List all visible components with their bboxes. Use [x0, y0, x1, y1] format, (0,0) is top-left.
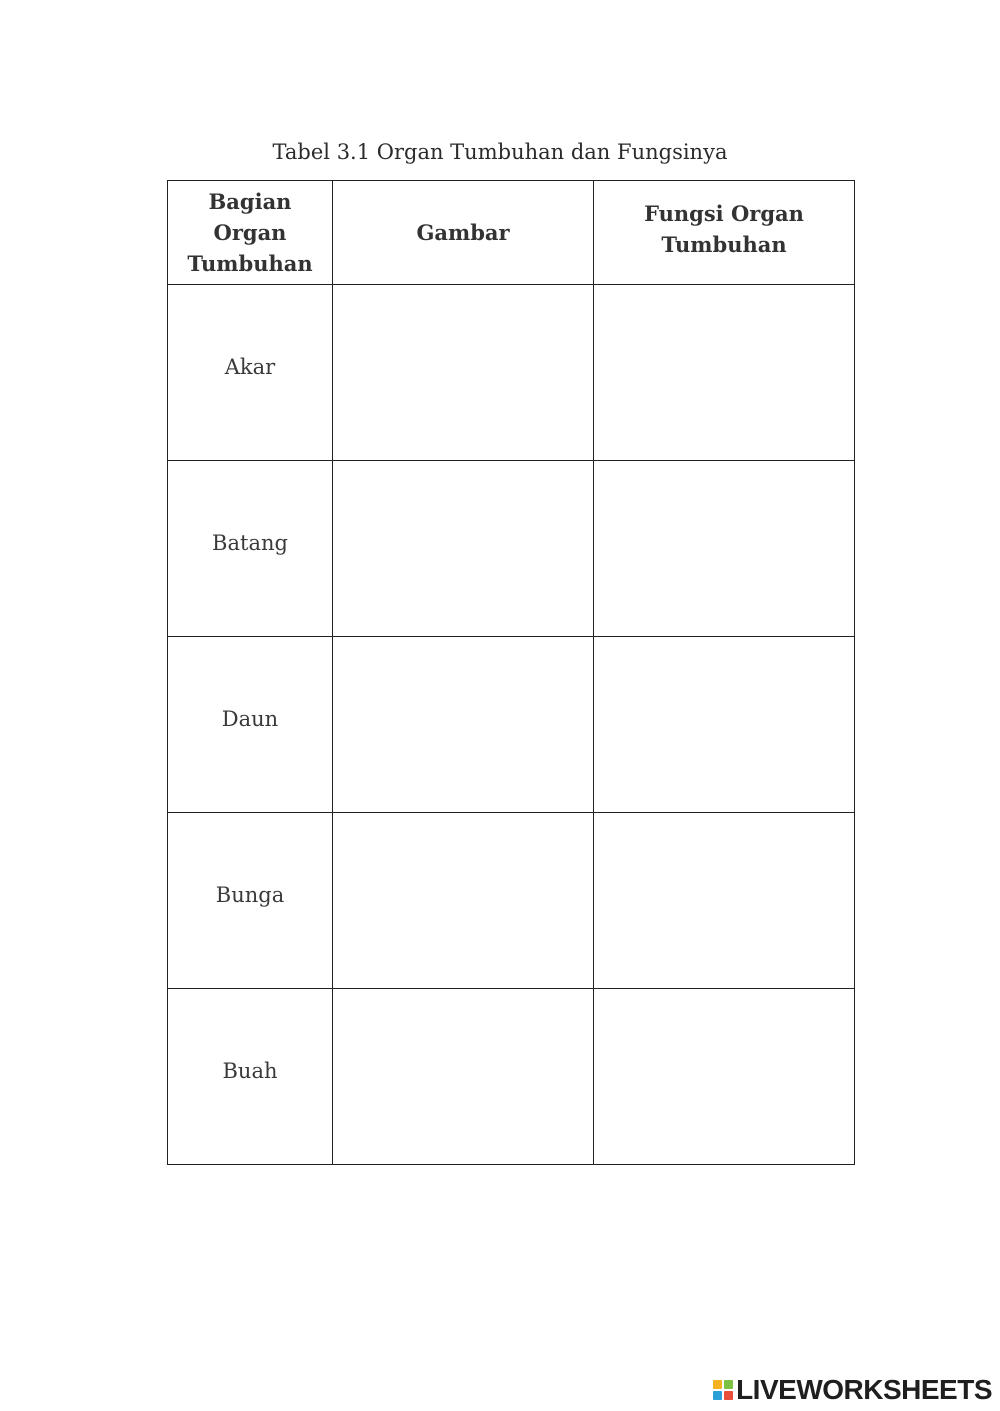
- function-answer-cell[interactable]: [594, 813, 855, 989]
- image-answer-cell[interactable]: [333, 637, 594, 813]
- function-answer-cell[interactable]: [594, 461, 855, 637]
- table-row: [168, 637, 855, 813]
- organ-name-cell: Buah: [168, 989, 333, 1165]
- function-answer-cell[interactable]: [594, 989, 855, 1165]
- function-answer-cell[interactable]: [594, 637, 855, 813]
- organ-name-cell: Daun: [168, 637, 333, 813]
- image-answer-cell[interactable]: [333, 813, 594, 989]
- liveworksheets-brand[interactable]: [713, 1375, 992, 1405]
- table-row: [168, 285, 855, 461]
- image-answer-cell[interactable]: [333, 461, 594, 637]
- logo-square: [724, 1391, 733, 1400]
- liveworksheets-logo-icon: [713, 1380, 733, 1400]
- logo-square: [724, 1380, 733, 1389]
- table-row: [168, 813, 855, 989]
- header-function: Fungsi Organ Tumbuhan: [594, 181, 855, 285]
- header-image: Gambar: [333, 181, 594, 285]
- organ-table: [167, 180, 855, 1165]
- table-caption: Tabel 3.1 Organ Tumbuhan dan Fungsinya: [272, 140, 728, 164]
- brand-name: LIVEWORKSHEETS: [736, 1374, 992, 1405]
- organ-name-cell: Akar: [168, 285, 333, 461]
- table-header-row: [168, 181, 855, 285]
- image-answer-cell[interactable]: [333, 989, 594, 1165]
- table-row: [168, 989, 855, 1165]
- organ-name-cell: Bunga: [168, 813, 333, 989]
- function-answer-cell[interactable]: [594, 285, 855, 461]
- logo-square: [713, 1391, 722, 1400]
- image-answer-cell[interactable]: [333, 285, 594, 461]
- logo-square: [713, 1380, 722, 1389]
- header-organ-part: Bagian Organ Tumbuhan: [168, 181, 333, 285]
- organ-name-cell: Batang: [168, 461, 333, 637]
- table-row: [168, 461, 855, 637]
